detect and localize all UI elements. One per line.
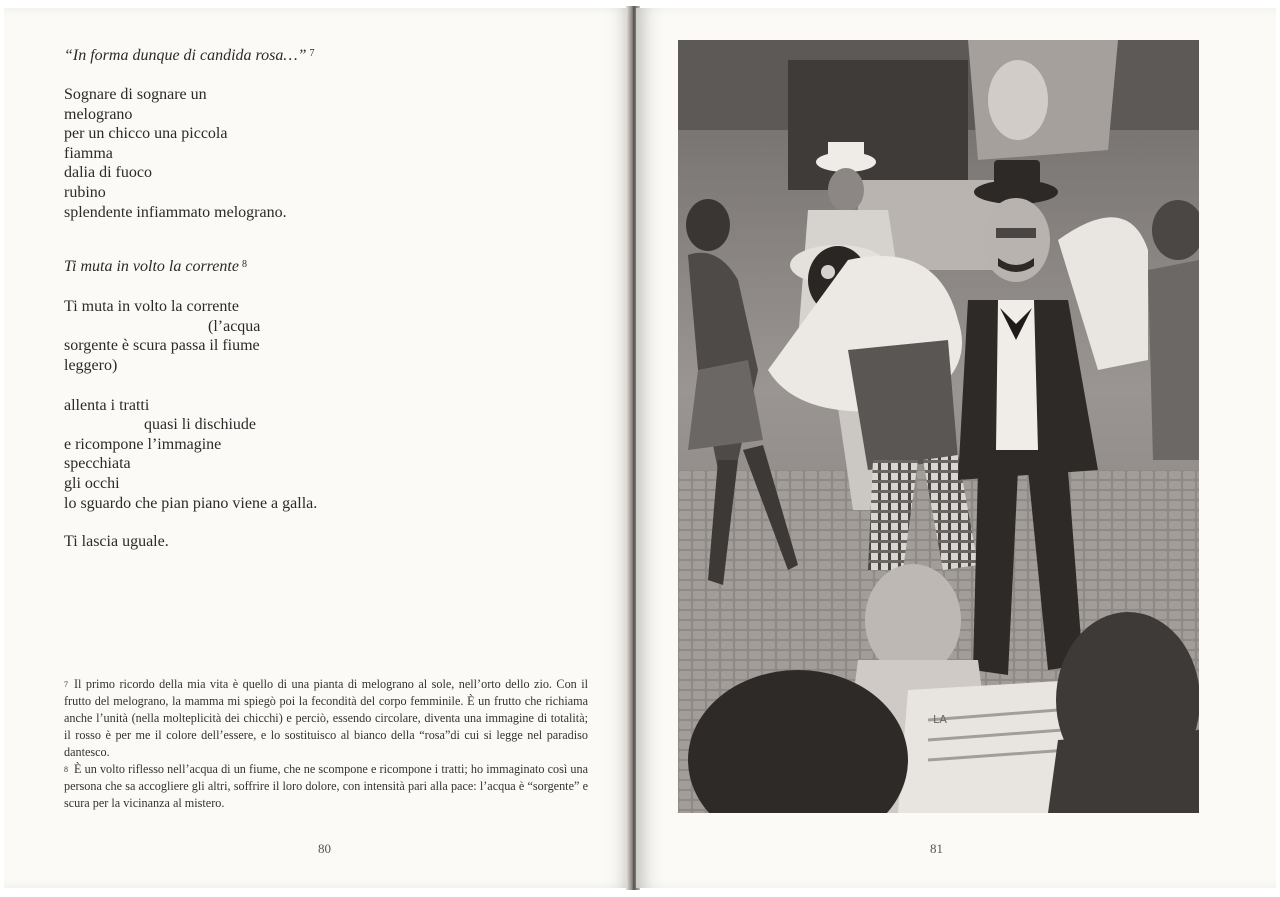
poem-line: lo sguardo che pian piano viene a galla. bbox=[64, 494, 318, 512]
poem-line: e ricompone l’immagine bbox=[64, 435, 222, 453]
chair-lettering: LA bbox=[933, 713, 947, 726]
footnote-text: Il primo ricordo della mia vita è quello di una pianta di melograno al sole, nell’orto dello zio. Con il frutto del melograno, la mamma mi spiegò poi la fecondità del corpo femminile. È un frutto che richiama anche l’unità (nella molteplicità dei chicchi) e perciò, essendo circolare, diventa una immagine di totalità; il rosso è per me il colore dell’essere, e lo sostituisco al bianco della “rosa”di cui si legge nel paradiso dantesco. bbox=[64, 677, 588, 759]
heading-1-text: “In forma dunque di candida rosa…” bbox=[64, 47, 307, 64]
poem-line: dalia di fuoco bbox=[64, 164, 152, 182]
poem-line: quasi li dischiude bbox=[64, 416, 256, 434]
stanza-1 bbox=[64, 85, 584, 222]
page-number-left: 80 bbox=[318, 841, 331, 856]
poem-line: specchiata bbox=[64, 455, 131, 473]
page-number-right: 81 bbox=[930, 841, 943, 856]
footnote-number: 7 bbox=[64, 680, 68, 689]
poem-line: Sognare di sognare un bbox=[64, 86, 207, 103]
poem-line: splendente infiammato melograno. bbox=[64, 203, 287, 221]
poem-line: rubino bbox=[64, 183, 106, 201]
footnote-ref-8[interactable]: 8 bbox=[241, 259, 247, 271]
stanza-3 bbox=[64, 396, 584, 514]
footnote-text: È un volto riflesso nell’acqua di un fiume, che ne scompone e ricompone i tratti; ho immaginato così una persona che sa accogliere gli altri, soffrire il loro dolore, con intensità pari alla pace: l’acqua è “sorgente” e scura per la vicinanza al mistero. bbox=[64, 762, 588, 810]
poem-line: leggero) bbox=[64, 356, 118, 374]
poem-line: allenta i tratti bbox=[64, 396, 150, 414]
stanza-2 bbox=[64, 297, 584, 375]
footnotes bbox=[64, 676, 588, 812]
footnote-ref-7[interactable]: 7 bbox=[309, 48, 315, 59]
poem-line: fiamma bbox=[64, 144, 113, 162]
poem-heading-2 bbox=[64, 257, 584, 277]
footnote-number: 8 bbox=[64, 765, 68, 774]
photo-illustration bbox=[678, 40, 1199, 813]
left-page bbox=[4, 8, 634, 888]
poem-heading-1 bbox=[64, 46, 584, 66]
poem-closing-line: Ti lascia uguale. bbox=[64, 533, 169, 551]
poem-line: sorgente è scura passa il fiume bbox=[64, 337, 260, 355]
carnival-photograph bbox=[678, 40, 1199, 813]
poem-line: melograno bbox=[64, 105, 133, 123]
poem-line: per un chicco una piccola bbox=[64, 125, 228, 143]
heading-2-text: Ti muta in volto la corrente bbox=[64, 258, 239, 276]
footnote-7 bbox=[64, 676, 588, 761]
footnote-8 bbox=[64, 761, 588, 812]
poem-line: (l’acqua bbox=[64, 317, 261, 335]
poem-section bbox=[64, 46, 584, 552]
poem-line: gli occhi bbox=[64, 474, 120, 492]
poem-line: Ti muta in volto la corrente bbox=[64, 298, 239, 316]
